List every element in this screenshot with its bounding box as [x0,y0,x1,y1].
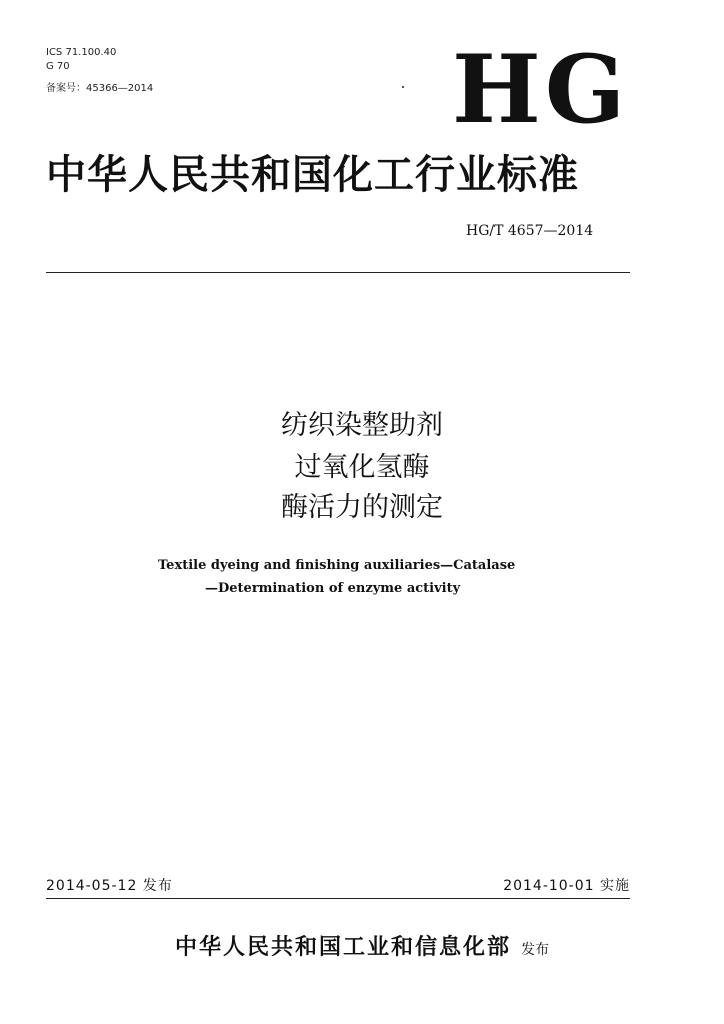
chinese-title-line-1: 纺织染整助剂 [281,410,443,441]
top-divider [46,272,630,273]
implementation-date: 2014-10-01 实施 [503,878,630,894]
ics-code: ICS 71.100.40 [46,47,117,58]
issue-date: 2014-05-12 发布 [46,878,173,894]
english-title-line-2: —Determination of enzyme activity [205,581,461,596]
scan-speck [402,86,404,88]
publisher-line [0,930,724,961]
record-number: 备案号：45366—2014 [46,83,154,94]
standard-number: HG/T 4657—2014 [466,223,594,239]
chinese-title-line-3: 酶活力的测定 [281,492,443,523]
ccs-code: G 70 [46,61,70,72]
publisher-name: 中华人民共和国工业和信息化部 [174,934,511,960]
chinese-title-line-2: 过氧化氢酶 [294,452,430,483]
publisher-suffix: 发布 [521,942,549,958]
hg-logo: HG [452,35,630,145]
english-title-line-1: Textile dyeing and finishing auxiliaries—Catalase [158,558,516,573]
standard-type-title: 中华人民共和国化工行业标准 [46,151,579,198]
bottom-divider [46,898,630,899]
